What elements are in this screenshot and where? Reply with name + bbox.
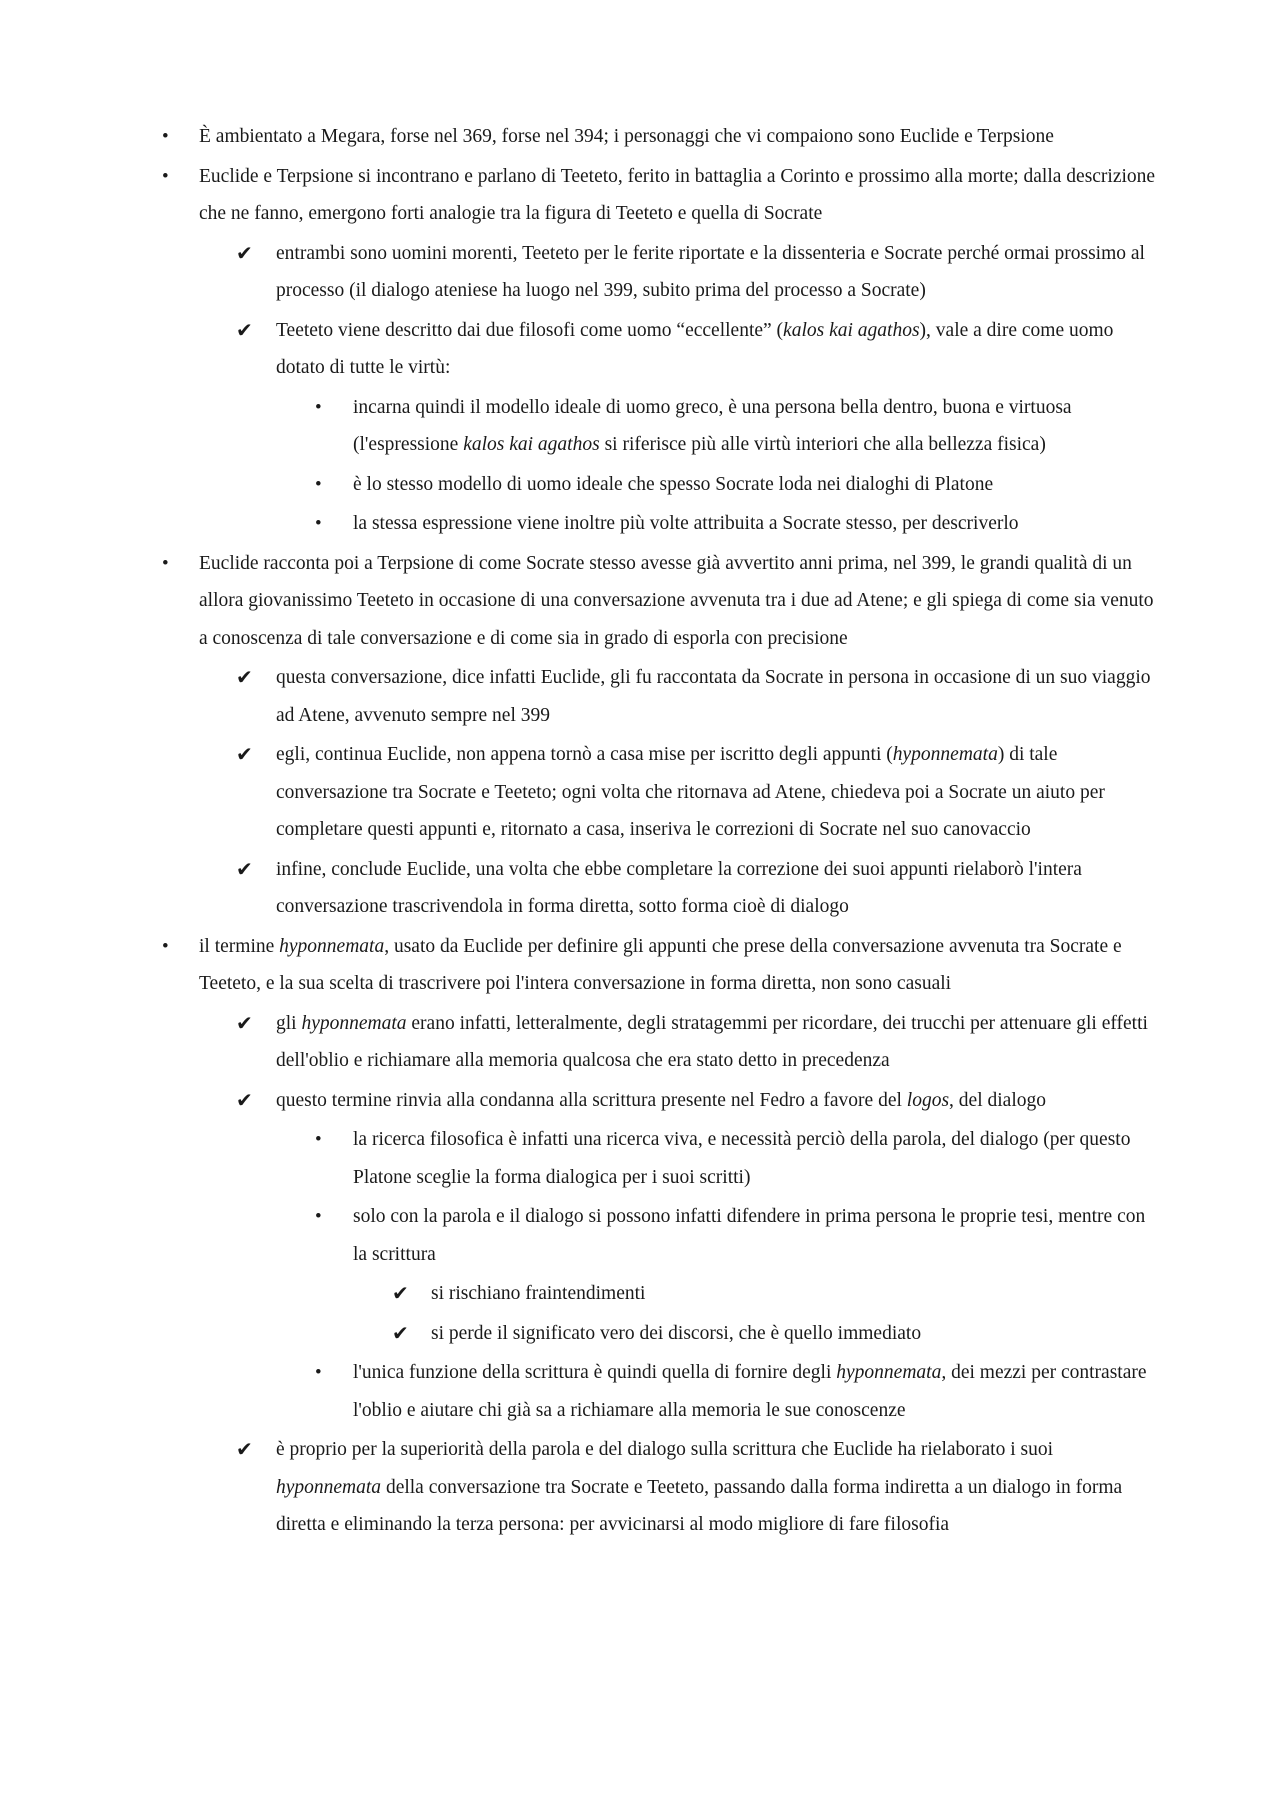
text-run: della conversazione tra Socrate e Teeteto, passando dalla forma indiretta a un dialogo in forma diretta e eliminando la terza persona: per avvicinarsi al modo migliore di fare filosofia bbox=[276, 1476, 1123, 1535]
list-item bbox=[0, 736, 1156, 849]
list-item bbox=[0, 1121, 1153, 1196]
list-item-text bbox=[199, 118, 1164, 156]
list-item bbox=[0, 235, 1156, 310]
document-page bbox=[0, 118, 1280, 1544]
list-item-text bbox=[276, 235, 1156, 310]
italic-term: hyponnemata bbox=[301, 1012, 407, 1034]
list-item bbox=[0, 1315, 1151, 1353]
text-run: il termine bbox=[199, 935, 280, 957]
bullet-icon: • bbox=[162, 165, 169, 187]
text-run: la stessa espressione viene inoltre più volte attribuita a Socrate stesso, per descriverlo bbox=[353, 513, 1019, 534]
bullet-icon: • bbox=[315, 473, 322, 495]
text-run: ) di tale conversazione tra Socrate e Teeteto; ogni volta che ritornava ad Atene, chiedeva poi a Socrate un aiuto per completare questi appunti e, ritornato a casa, inseriva le correzioni di Socrate nel suo canovaccio bbox=[276, 744, 1105, 840]
bullet-icon: • bbox=[315, 396, 322, 418]
outline-list bbox=[0, 118, 1280, 1544]
text-run: l'unica funzione della scrittura è quindi quella di fornire degli bbox=[353, 1362, 837, 1383]
list-item bbox=[0, 1082, 1156, 1120]
text-run: si riferisce più alle virtù interiori che alla bellezza fisica) bbox=[599, 434, 1046, 455]
list-item bbox=[0, 1431, 1156, 1544]
checkmark-icon: ✔ bbox=[236, 1010, 253, 1035]
text-run: Euclide e Terpsione si incontrano e parlano di Teeteto, ferito in battaglia a Corinto e prossimo alla morte; dalla descrizione che ne fanno, emergono forti analogie tra la figura di Teeteto e quella di Socrate bbox=[199, 165, 1156, 224]
list-item-text bbox=[276, 312, 1156, 387]
bullet-icon: • bbox=[315, 1362, 322, 1383]
italic-term: logos bbox=[906, 1089, 950, 1111]
list-item-text bbox=[353, 466, 1153, 504]
italic-term: hyponnemata, bbox=[836, 1362, 947, 1383]
list-item-text bbox=[276, 659, 1156, 734]
text-run: egli, continua Euclide, non appena tornò a casa mise per iscritto degli appunti ( bbox=[276, 744, 893, 765]
list-item bbox=[0, 851, 1156, 926]
text-run: ), vale a dire come uomo dotato di tutte le virtù: bbox=[276, 319, 1114, 378]
checkmark-icon: ✔ bbox=[236, 742, 253, 766]
list-item-text bbox=[199, 928, 1164, 1003]
text-run: È ambientato a Megara, forse nel 369, forse nel 394; i personaggi che vi compaiono sono Euclide e Terpsione bbox=[199, 126, 1054, 147]
list-item-text bbox=[276, 1005, 1156, 1080]
bullet-icon: • bbox=[315, 1206, 322, 1227]
text-run: la ricerca filosofica è infatti una ricerca viva, e necessità perciò della parola, del dialogo (per questo Platone sceglie la forma dialogica per i suoi scritti) bbox=[353, 1129, 1131, 1188]
list-item bbox=[0, 389, 1153, 464]
checkmark-icon: ✔ bbox=[392, 1281, 409, 1305]
list-item-text bbox=[353, 1354, 1153, 1429]
text-run: Teeteto viene descritto dai due filosofi come uomo “eccellente” ( bbox=[276, 319, 784, 341]
checkmark-icon: ✔ bbox=[236, 665, 253, 689]
list-item-text bbox=[431, 1315, 1151, 1353]
text-run: , del dialogo bbox=[949, 1089, 1046, 1111]
list-item-text bbox=[431, 1275, 1151, 1313]
list-item-text bbox=[276, 1431, 1156, 1544]
text-run: è lo stesso modello di uomo ideale che spesso Socrate loda nei dialoghi di Platone bbox=[353, 473, 994, 495]
list-item bbox=[0, 1275, 1151, 1313]
checkmark-icon: ✔ bbox=[236, 856, 253, 881]
italic-term: kalos kai agathos bbox=[783, 319, 920, 341]
list-item bbox=[0, 312, 1156, 387]
text-run: questa conversazione, dice infatti Euclide, gli fu raccontata da Socrate in persona in occasione di un suo viaggio ad Atene, avvenuto sempre nel 399 bbox=[276, 667, 1151, 726]
text-run: si perde il significato vero dei discorsi, che è quello immediato bbox=[431, 1322, 922, 1344]
text-run: si rischiano fraintendimenti bbox=[431, 1283, 646, 1304]
text-run: dei mezzi per contrastare l'oblio e aiutare chi già sa a richiamare alla memoria le sue conoscenze bbox=[353, 1362, 1147, 1421]
italic-term: kalos kai agathos bbox=[463, 434, 600, 455]
checkmark-icon: ✔ bbox=[392, 1320, 409, 1345]
list-item-text bbox=[353, 505, 1153, 543]
list-item bbox=[0, 118, 1164, 156]
list-item bbox=[0, 928, 1164, 1003]
list-item bbox=[0, 545, 1164, 658]
text-run: incarna quindi il modello ideale di uomo greco, è una persona bella dentro, buona e virtuosa (l'espressione bbox=[353, 396, 1072, 455]
text-run: solo con la parola e il dialogo si possono infatti difendere in prima persona le proprie tesi, mentre con la scrittura bbox=[353, 1206, 1146, 1265]
checkmark-icon: ✔ bbox=[236, 317, 253, 342]
text-run: infine, conclude Euclide, una volta che ebbe completare la correzione dei suoi appunti rielaborò l'intera conversazione trascrivendola in forma diretta, sotto forma cioè di dialogo bbox=[276, 858, 1082, 917]
bullet-icon: • bbox=[162, 552, 169, 574]
italic-term: hyponnemata bbox=[279, 935, 385, 957]
bullet-icon: • bbox=[162, 935, 169, 957]
text-run: gli bbox=[276, 1012, 302, 1034]
list-item bbox=[0, 1005, 1156, 1080]
list-item bbox=[0, 158, 1164, 233]
text-run: Euclide racconta poi a Terpsione di come Socrate stesso avesse già avvertito anni prima, nel 399, le grandi qualità di un allora giovanissimo Teeteto in occasione di una conversazione avvenuta tra i due ad Atene; e gli spiega di come sia venuto a conoscenza di tale conversazione e di come sia in grado di esporla con precisione bbox=[199, 552, 1154, 649]
italic-term: hyponnemata bbox=[892, 744, 998, 765]
bullet-icon: • bbox=[315, 1129, 322, 1150]
checkmark-icon: ✔ bbox=[236, 1087, 253, 1112]
list-item bbox=[0, 1354, 1153, 1429]
bullet-icon: • bbox=[315, 513, 322, 534]
checkmark-icon: ✔ bbox=[236, 240, 253, 265]
checkmark-icon: ✔ bbox=[236, 1437, 253, 1461]
list-item-text bbox=[276, 851, 1156, 926]
list-item bbox=[0, 466, 1153, 504]
list-item-text bbox=[276, 736, 1156, 849]
list-item bbox=[0, 1198, 1153, 1273]
list-item-text bbox=[353, 389, 1153, 464]
bullet-icon: • bbox=[162, 126, 169, 147]
list-item-text bbox=[199, 545, 1164, 658]
text-run: questo termine rinvia alla condanna alla scrittura presente nel Fedro a favore del bbox=[276, 1089, 907, 1111]
list-item bbox=[0, 505, 1153, 543]
list-item-text bbox=[353, 1198, 1153, 1273]
list-item bbox=[0, 659, 1156, 734]
text-run: , usato da Euclide per definire gli appunti che prese della conversazione avvenuta tra Socrate e Teeteto, e la sua scelta di trascrivere poi l'intera conversazione in forma diretta, non sono casuali bbox=[199, 935, 1122, 994]
text-run: entrambi sono uomini morenti, Teeteto per le ferite riportate e la dissenteria e Socrate perché ormai prossimo al processo (il dialogo ateniese ha luogo nel 399, subito prima del processo a Socrate) bbox=[276, 242, 1145, 301]
list-item-text bbox=[276, 1082, 1156, 1120]
text-run: erano infatti, letteralmente, degli stratagemmi per ricordare, dei trucchi per attenuare gli effetti dell'oblio e richiamare alla memoria qualcosa che era stato detto in precedenza bbox=[276, 1012, 1148, 1071]
italic-term: hyponnemata bbox=[276, 1476, 382, 1498]
list-item-text bbox=[353, 1121, 1153, 1196]
list-item-text bbox=[199, 158, 1164, 233]
text-run: è proprio per la superiorità della parola e del dialogo sulla scrittura che Euclide ha rielaborato i suoi bbox=[276, 1439, 1054, 1460]
